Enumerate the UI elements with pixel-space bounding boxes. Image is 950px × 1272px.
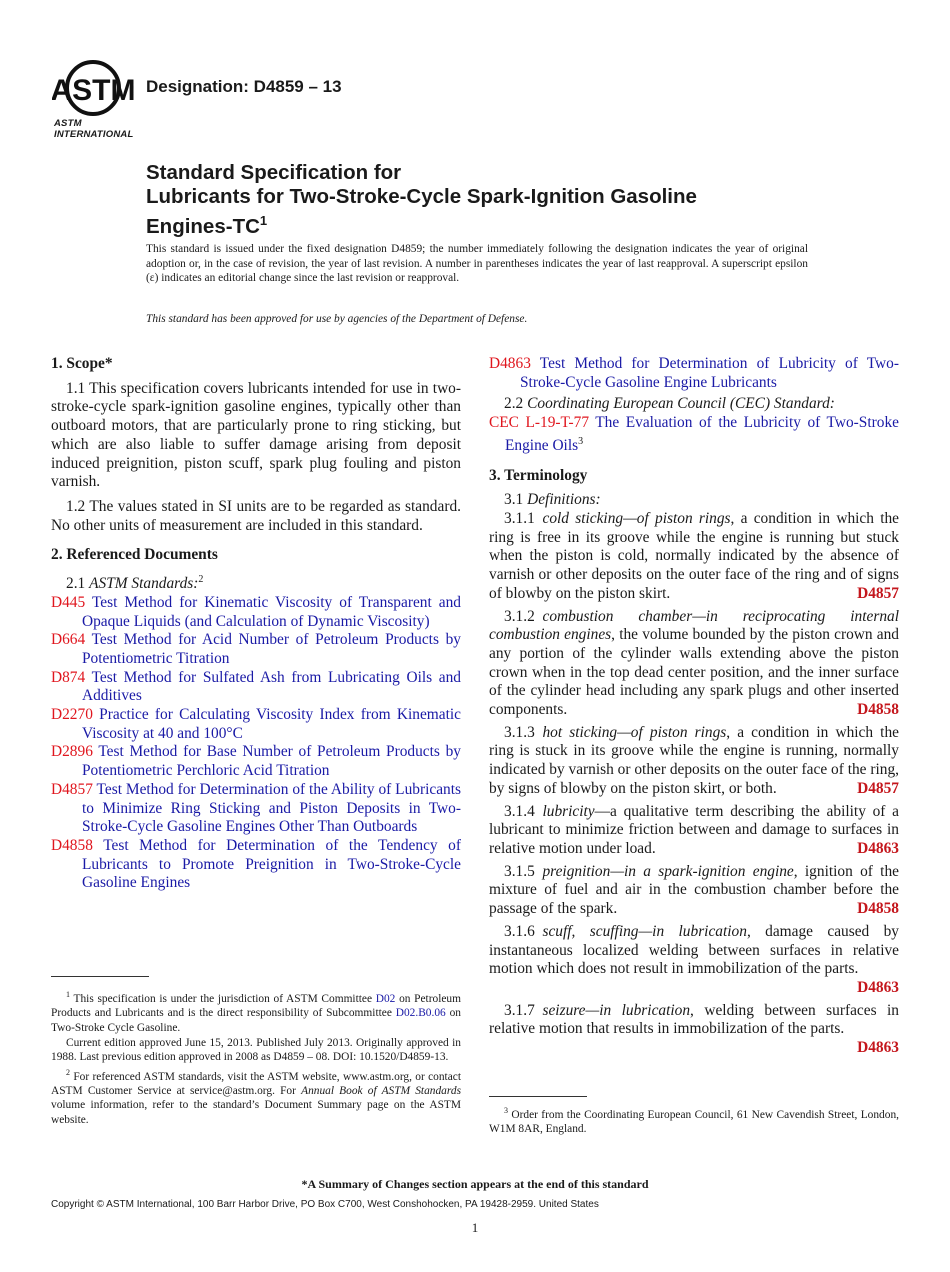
footnote-1 [51, 988, 461, 1035]
footnote-2-italic: Annual Book of ASTM Standards [301, 1085, 462, 1098]
scope-heading: 1. Scope* [51, 355, 113, 372]
footnote-rule-right [489, 1096, 587, 1097]
refdocs-heading: 2. Referenced Documents [51, 546, 218, 564]
title-line-2: Lubricants for Two-Stroke-Cycle Spark-Ignition Gasoline [146, 185, 697, 208]
term-body: , ignition of the mixture of fuel and air in the combustion chamber before the passage of the spark. [489, 862, 899, 918]
footnote-3-text: Order from the Coordinating European Council, 61 New Cavendish Street, London, W1M 8AR, England. [489, 1108, 899, 1136]
footnote-1-edition: Current edition approved June 15, 2013. Published July 2013. Originally approved in 1988. Last previous edition approved in 2008 as D4859 – 08. DOI: 10.1520/D4859-13. [51, 1037, 461, 1064]
term-source-ref[interactable]: D4863 [857, 840, 899, 857]
page-number: 1 [471, 1220, 479, 1235]
term-body: , a condition in which the ring is free in its groove while the engine is running but stuck when the piston is cold, normally indicated by the absence of varnish or other deposits on the outer face of the ring and of signs of blowby on the piston skirt. [489, 510, 899, 602]
reference-code[interactable]: D874 [51, 668, 86, 686]
term-body: , damage caused by instantaneous localized welding between surfaces in relative motion which does not result in immobilization of the parts. [489, 922, 900, 978]
definitions-text: Definitions: [527, 491, 601, 509]
reference-code[interactable]: D445 [51, 593, 86, 611]
term-definition [489, 863, 899, 919]
reference-code[interactable]: D4863 [489, 355, 531, 372]
term-body: , a condition in which the ring is stuck in its groove while the engine is running, normally indicated by varnish or other deposits on the outer face of the ring, by signs of blowby on the piston skirt, or both. [489, 723, 899, 797]
cec-code[interactable]: CEC L-19-T-77 [489, 414, 590, 432]
term-name: seizure—in lubrication [542, 1001, 691, 1019]
copyright: Copyright © ASTM International, 100 Barr Harbor Drive, PO Box C700, West Conshohocken, PA 19428-2959. United States [51, 1199, 599, 1210]
reference-item[interactable] [51, 743, 461, 780]
reference-code[interactable]: D2896 [51, 743, 93, 761]
right-column [489, 355, 899, 1058]
astm-label: ASTM Standards: [89, 575, 199, 593]
cec-standard-label [489, 395, 899, 414]
footnote-rule-left [51, 976, 149, 977]
reference-code[interactable]: D2270 [51, 706, 93, 724]
cec-section-num: 2.2 [504, 395, 524, 413]
left-column [51, 355, 461, 893]
page-title [146, 161, 697, 239]
term-number: 3.1.1 [504, 510, 535, 528]
footnote-1-text-b: on Petroleum Products and Lubricants and is the direct responsibility of Subcommittee [51, 992, 461, 1020]
approval-note: This standard has been approved for use by agencies of the Department of Defense. [146, 313, 528, 325]
reference-title[interactable]: Test Method for Determination of the Tendency of Lubricants to Promote Preignition in Two-Stroke-Cycle Gasoline Engines [82, 837, 461, 892]
footnote-2-mark: 2 [66, 1067, 70, 1077]
cec-footnote-mark: 3 [578, 435, 584, 447]
footnotes-left [51, 988, 461, 1127]
logo-text: ASTM INTERNATIONAL [54, 118, 134, 140]
astm-section-num: 2.1 [66, 575, 86, 593]
cec-title[interactable]: The Evaluation of the Lubricity of Two-Stroke Engine Oils [505, 414, 899, 454]
term-number: 3.1.4 [504, 802, 535, 820]
term-definition [489, 608, 899, 720]
footnote-3-mark: 3 [504, 1106, 508, 1115]
term-source-ref[interactable]: D4858 [857, 900, 899, 918]
astm-logo [52, 58, 134, 140]
term-body: , the volume bounded by the piston crown and any portion of the cylinder walls extending above the piston crown when in the top dead center position, and the inner surface of the cylinder head including any spark plugs and other inserted components. [489, 626, 899, 719]
reference-list [51, 594, 461, 893]
reference-title[interactable]: Test Method for Base Number of Petroleum Products by Potentiometric Perchloric Acid Titration [82, 743, 461, 780]
reference-code[interactable]: D664 [51, 631, 86, 649]
term-list [489, 510, 899, 1058]
term-name: preignition—in a spark-ignition engine [542, 862, 794, 880]
term-body: —a qualitative term describing the ability of a lubricant to minimize friction between and damage to surfaces in relative motion under load. [489, 802, 899, 857]
reference-title[interactable]: Practice for Calculating Viscosity Index from Kinematic Viscosity at 40 and 100°C [82, 706, 461, 742]
term-number: 3.1.6 [504, 922, 535, 940]
summary-note: *A Summary of Changes section appears at the end of this standard [301, 1177, 649, 1191]
reference-title[interactable]: Test Method for Acid Number of Petroleum Products by Potentiometric Titration [82, 631, 461, 667]
term-name: scuff, scuffing—in lubrication [542, 922, 747, 940]
astm-footnote-mark: 2 [198, 574, 204, 586]
title-footnote-mark: 1 [259, 213, 268, 228]
title-line-3-text: Engines-TC [146, 214, 260, 238]
designation: Designation: D4859 – 13 [146, 77, 342, 96]
reference-item[interactable] [51, 594, 461, 631]
reference-item[interactable] [51, 669, 461, 706]
title-line-3 [146, 209, 697, 239]
subcommittee-link[interactable]: D02.B0.06 [395, 1007, 446, 1020]
footnotes-right [489, 1104, 899, 1137]
footnote-2-text-a: For referenced ASTM standards, visit the ASTM website, www.astm.org, or contact ASTM Customer Service at service@astm.org. For [51, 1070, 461, 1098]
issuance-note: This standard is issued under the fixed designation D4859; the number immediately following the designation indicates the year of original adoption or, in the case of revision, the year of last revision. A number in parentheses indicates the year of last reapproval. A superscript epsilon (ε) indicates an editorial change since the last revision or reapproval. [146, 243, 808, 285]
reference-item[interactable] [51, 781, 461, 837]
footnote-1-mark: 1 [66, 990, 70, 999]
reference-item[interactable] [51, 837, 461, 893]
term-definition [489, 510, 899, 604]
footnote-3 [489, 1104, 899, 1137]
term-source-ref[interactable]: D4858 [857, 701, 899, 719]
definitions-label [489, 491, 899, 510]
svg-text:ASTM: ASTM [52, 74, 134, 107]
term-number: 3.1.3 [504, 723, 535, 741]
term-number: 3.1.5 [504, 862, 535, 880]
term-source-ref[interactable]: D4857 [857, 584, 899, 602]
footnote-2-text-b: volume information, refer to the standard’s Document Summary page on the ASTM website. [51, 1099, 461, 1126]
scope-para-2: 1.2 The values stated in SI units are to be regarded as standard. No other units of measurement are included in this standard. [51, 497, 461, 534]
term-name: lubricity [542, 802, 595, 820]
scope-para-1: 1.1 This specification covers lubricants intended for use in two-stroke-cycle spark-ignition gasoline engines, typically other than outboard motors, that are particularly prone to ring sticking, but which are also liable to suffer damage arising from deposit induced preignition, piston scuff, spark plug fouling and piston varnish. [51, 379, 461, 491]
term-name: hot sticking—of piston rings [542, 723, 727, 741]
footnote-1-text-a: This specification is under the jurisdiction of ASTM Committee [73, 992, 376, 1005]
reference-item[interactable] [51, 706, 461, 743]
term-source-ref[interactable]: D4857 [857, 779, 899, 797]
reference-item[interactable] [489, 355, 899, 392]
term-number: 3.1.2 [504, 607, 535, 625]
footnote-2 [51, 1066, 461, 1127]
term-number: 3.1.7 [504, 1001, 535, 1019]
term-name: cold sticking—of piston rings [542, 510, 731, 528]
reference-code[interactable]: D4857 [51, 780, 93, 798]
reference-item[interactable] [51, 631, 461, 668]
terminology-heading: 3. Terminology [489, 466, 588, 484]
term-definition [489, 1002, 899, 1058]
cec-reference[interactable] [474, 414, 899, 456]
term-source-ref[interactable]: D4863 [857, 1039, 899, 1057]
reference-title[interactable]: Test Method for Determination of the Ability of Lubricants to Minimize Ring Sticking and Piston Deposits in Two-Stroke-Cycle Gasoline Engines Other Than Outboards [82, 780, 461, 836]
reference-title[interactable]: Test Method for Sulfated Ash from Lubricating Oils and Additives [82, 668, 461, 705]
footnote-1-text-c: on Two-Stroke Cycle Gasoline. [51, 1007, 461, 1034]
reference-title[interactable]: Test Method for Determination of Lubricity of Two-Stroke-Cycle Gasoline Engine Lubricants [520, 355, 899, 391]
cec-label: Coordinating European Council (CEC) Standard: [527, 395, 835, 413]
title-line-1: Standard Specification for [146, 161, 402, 184]
term-name: combustion chamber—in reciprocating internal combustion engines [489, 607, 899, 644]
reference-code[interactable]: D4858 [51, 837, 93, 854]
astm-standards-label [51, 571, 461, 594]
term-body: , welding between surfaces in relative motion that results in immobilization of the parts. [489, 1001, 899, 1038]
reference-list-cont [489, 355, 899, 392]
definitions-num: 3.1 [504, 491, 524, 509]
term-definition [489, 724, 899, 799]
term-definition [489, 923, 899, 998]
reference-title[interactable]: Test Method for Kinematic Viscosity of Transparent and Opaque Liquids (and Calculation of Dynamic Viscosity) [82, 593, 461, 630]
term-source-ref[interactable]: D4863 [857, 978, 899, 996]
committee-link[interactable]: D02 [375, 992, 396, 1005]
term-definition [489, 803, 899, 859]
